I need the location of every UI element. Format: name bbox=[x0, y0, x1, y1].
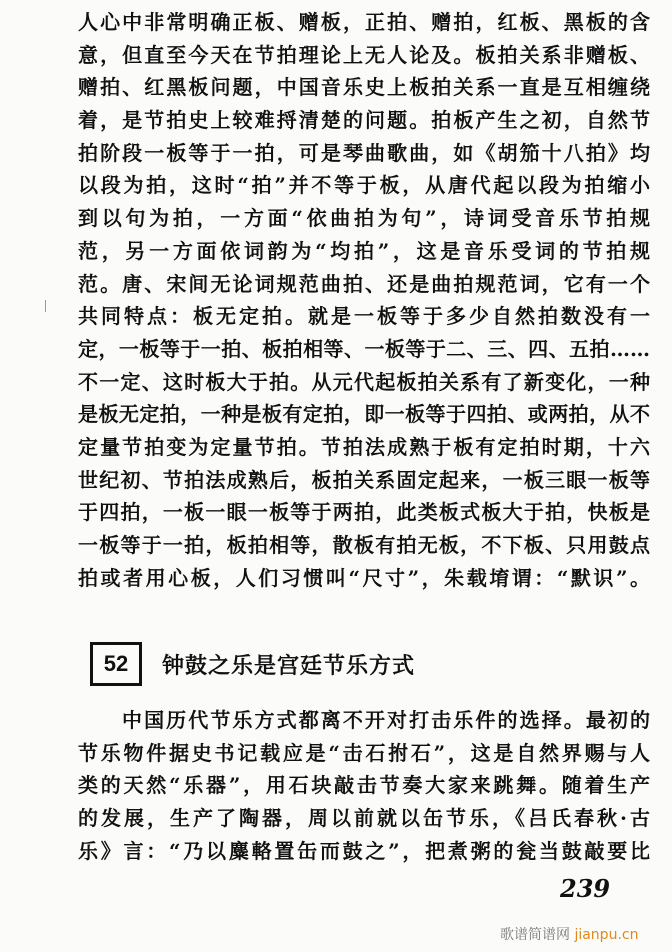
section-title: 钟鼓之乐是宫廷节乐方式 bbox=[162, 652, 416, 679]
page-number: 239 bbox=[560, 874, 611, 903]
text-line: 类的天然“乐器”，用石块敲击节奏大家来跳舞。随着生产 bbox=[78, 773, 650, 798]
text-line: 于四拍，一板一眼一板等于两拍，此类板式板大于拍，快板是 bbox=[78, 500, 650, 525]
text-line: 的发展，生产了陶器，周以前就以缶节乐，《吕氏春秋·古 bbox=[78, 806, 650, 831]
paragraph-2 bbox=[78, 704, 650, 867]
text-line: 拍阶段一板等于一拍，可是琴曲歌曲，如《胡笳十八拍》均 bbox=[78, 140, 650, 165]
text-line: 范。唐、宋间无论词规范曲拍、还是曲拍规范词，它有一个 bbox=[78, 271, 650, 296]
watermark-cn: 歌谱简谱网 bbox=[500, 927, 570, 943]
text-line: 中国历代节乐方式都离不开对打击乐件的选择。最初的 bbox=[122, 708, 650, 732]
text-line: 到以句为拍，一方面“依曲拍为句”，诗词受音乐节拍规 bbox=[78, 206, 650, 231]
text-line: 范，另一方面依词韵为“均拍”，这是音乐受词的节拍规 bbox=[78, 238, 650, 263]
text-line: 赠拍、红黑板问题，中国音乐史上板拍关系一直是互相缠绕 bbox=[78, 75, 650, 100]
text-line: 意，但直至今天在节拍理论上无人论及。板拍关系非赠板、 bbox=[78, 42, 650, 67]
paragraph-1 bbox=[78, 6, 650, 594]
text-line: 拍或者用心板，人们习惯叫“尺寸”，朱载堉谓：“默识”。 bbox=[78, 565, 650, 590]
watermark bbox=[500, 924, 638, 944]
text-line: 共同特点：板无定拍。就是一板等于多少自然拍数没有一 bbox=[78, 304, 650, 329]
text-line: 不一定、这时板大于拍。从元代起板拍关系有了新变化，一种 bbox=[78, 369, 650, 394]
text-line: 世纪初、节拍法成熟后，板拍关系固定起来，一板三眼一板等 bbox=[78, 467, 650, 492]
text-line: 人心中非常明确正板、赠板，正拍、赠拍，红板、黑板的含 bbox=[78, 10, 650, 34]
text-line: 乐》言：“乃以麋輅置缶而鼓之”，把煮粥的瓮当鼓敲要比 bbox=[78, 838, 650, 863]
text-line: 是板无定拍，一种是板有定拍，即一板等于四拍、或两拍，从不 bbox=[78, 402, 650, 427]
text-line: 节乐物件据史书记载应是“击石拊石”，这是自然界赐与人 bbox=[78, 740, 650, 765]
text-line: 定量节拍变为定量节拍。节拍法成熟于板有定拍时期，十六 bbox=[78, 434, 650, 459]
text-line: 着，是节拍史上较难捋清楚的问题。拍板产生之初，自然节 bbox=[78, 108, 650, 133]
scan-mark bbox=[45, 300, 46, 312]
text-line: 一板等于一拍，板拍相等，散板有拍无板，不下板、只用鼓点 bbox=[78, 533, 650, 557]
text-line: 以段为拍，这时“拍”并不等于板，从唐代起以段为拍缩小 bbox=[78, 173, 650, 198]
section-number: 52 bbox=[90, 642, 142, 686]
section-heading bbox=[90, 642, 415, 686]
text-line: 定，一板等于一拍、板拍相等、一板等于二、三、四、五拍…… bbox=[78, 336, 650, 361]
watermark-en: jianpu.cn bbox=[574, 927, 639, 943]
